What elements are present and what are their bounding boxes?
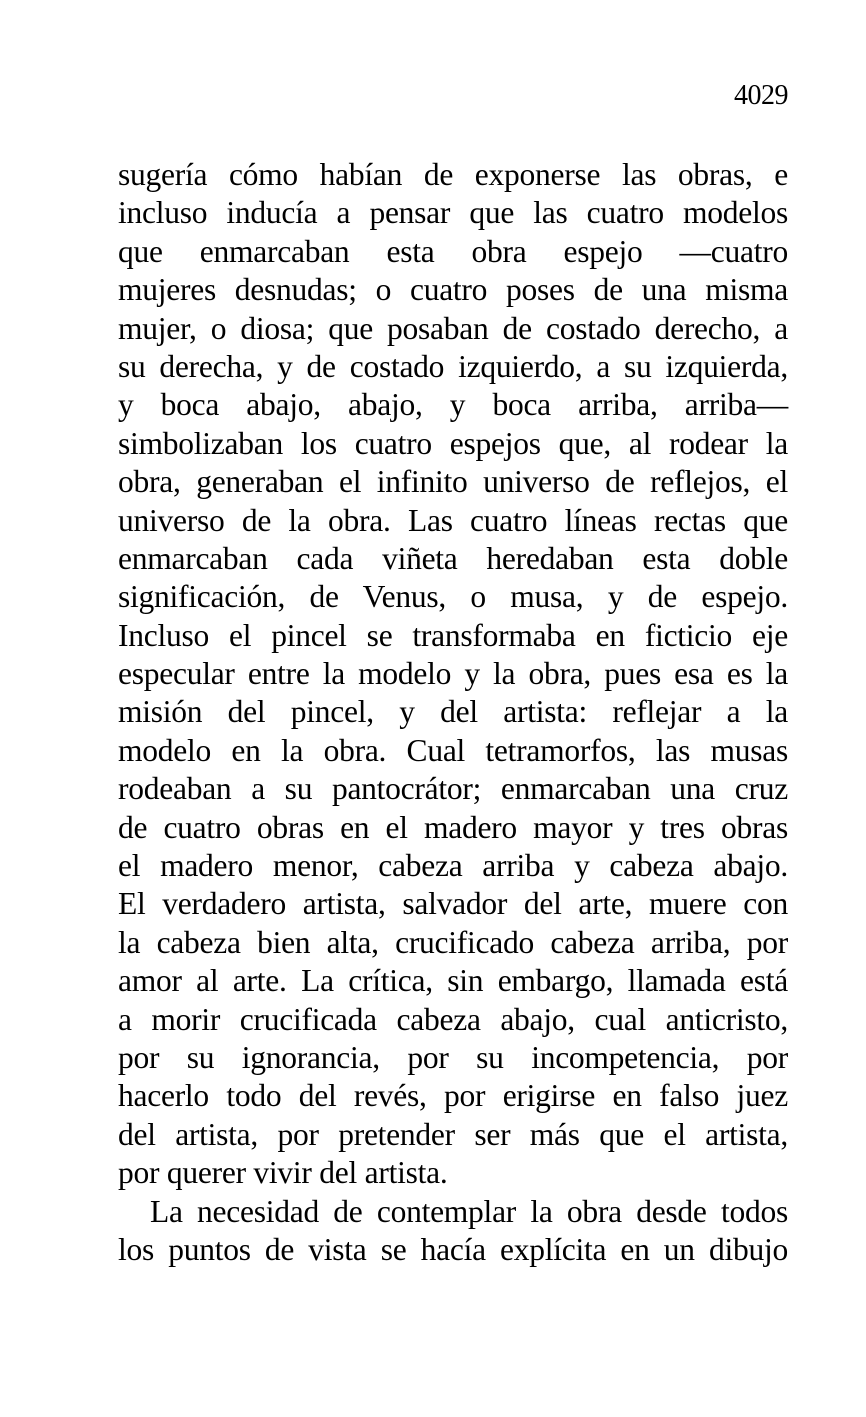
text-line: mujeres desnudas; o cuatro poses de una misma (118, 272, 788, 308)
text-line: y boca abajo, abajo, y boca arriba, arriba— (118, 387, 788, 423)
text-line: sugería cómo habían de exponerse las obras, e (118, 157, 788, 192)
text-line: misión del pincel, y del artista: reflejar a la (118, 694, 788, 730)
text-line: hacerlo todo del revés, por erigirse en falso juez (118, 1078, 788, 1114)
text-line: especular entre la modelo y la obra, pues esa es la (118, 656, 788, 692)
page-number: 4029 (734, 80, 788, 111)
text-line: el madero menor, cabeza arriba y cabeza abajo. (118, 848, 788, 884)
text-line: por su ignorancia, por su incompetencia, por (118, 1039, 788, 1075)
text-line: modelo en la obra. Cual tetramorfos, las musas (118, 732, 788, 768)
text-line: que enmarcaban esta obra espejo —cuatro (118, 233, 788, 269)
paragraph-2 (118, 1193, 788, 1270)
text-line: rodeaban a su pantocrátor; enmarcaban una cruz (118, 771, 788, 807)
paragraph-1 (118, 156, 788, 1193)
text-line: universo de la obra. Las cuatro líneas rectas que (118, 502, 788, 538)
body-text (118, 156, 788, 1269)
text-line: El verdadero artista, salvador del arte, muere con (118, 886, 788, 922)
text-line: simbolizaban los cuatro espejos que, al rodear la (118, 425, 788, 461)
text-line: enmarcaban cada viñeta heredaban esta doble (118, 540, 788, 576)
text-line: incluso inducía a pensar que las cuatro modelos (118, 195, 788, 231)
text-line: obra, generaban el infinito universo de reflejos, el (118, 464, 788, 500)
text-line: su derecha, y de costado izquierdo, a su izquierda, (118, 348, 788, 384)
text-line: a morir crucificada cabeza abajo, cual anticristo, (118, 1001, 788, 1037)
text-line: significación, de Venus, o musa, y de espejo. (118, 579, 788, 615)
text-line: los puntos de vista se hacía explícita en un dibujo (118, 1231, 788, 1267)
text-line: mujer, o diosa; que posaban de costado derecho, a (118, 310, 788, 346)
text-line: por querer vivir del artista. (118, 1155, 448, 1191)
text-line: del artista, por pretender ser más que el artista, (118, 1116, 788, 1152)
text-line: de cuatro obras en el madero mayor y tres obras (118, 809, 788, 845)
text-line: La necesidad de contemplar la obra desde todos (150, 1193, 788, 1229)
text-line: la cabeza bien alta, crucificado cabeza arriba, por (118, 924, 788, 960)
text-line: Incluso el pincel se transformaba en ficticio eje (118, 617, 788, 653)
text-line: amor al arte. La crítica, sin embargo, llamada está (118, 963, 788, 999)
